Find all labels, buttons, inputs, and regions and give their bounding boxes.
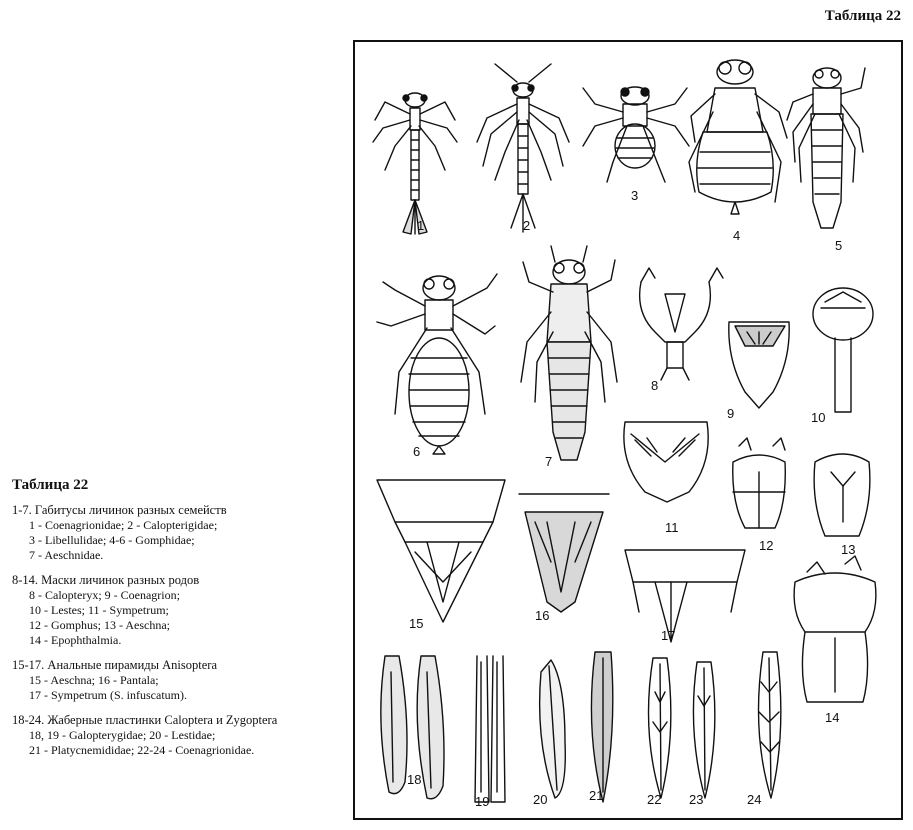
gill-plate-20 — [540, 660, 566, 798]
figure-number-21: 21 — [589, 788, 604, 803]
gill-plate-23 — [693, 662, 714, 798]
figure-legend — [12, 478, 352, 768]
legend-title: Таблица 22 — [12, 477, 89, 493]
page-title: Таблица 22 — [824, 8, 901, 24]
gill-plate-24 — [759, 652, 781, 798]
figure-number-15: 15 — [409, 616, 424, 631]
legend-group-habitus — [12, 503, 352, 563]
figure-number-22: 22 — [647, 792, 662, 807]
figure-number-5: 5 — [835, 238, 843, 253]
figure-number-18: 18 — [407, 772, 422, 787]
figure-number-20: 20 — [533, 792, 548, 807]
legend-group-heading: 15-17. Анальные пирамиды Anisoptera — [12, 658, 217, 672]
legend-line: 21 - Platycnemididae; 22-24 - Coenagrionidae. — [29, 743, 255, 757]
mask-11 — [624, 422, 708, 502]
figure-number-16: 16 — [535, 608, 550, 623]
figure-number-24: 24 — [747, 792, 762, 807]
legend-line: 7 - Aeschnidae. — [29, 548, 104, 562]
legend-group-anal-pyramids — [12, 658, 352, 703]
gill-plate-22 — [649, 658, 671, 798]
larva-habitus-1 — [373, 93, 457, 234]
figure-number-11: 11 — [665, 520, 679, 535]
legend-line: 17 - Sympetrum (S. infuscatum). — [29, 688, 187, 702]
figure-number-3: 3 — [631, 188, 639, 203]
larva-habitus-2 — [477, 64, 569, 232]
mask-8 — [640, 268, 723, 380]
larva-habitus-7 — [521, 246, 617, 460]
legend-group-masks — [12, 573, 352, 648]
figure-number-7: 7 — [545, 454, 553, 469]
figure-number-1: 1 — [417, 218, 425, 233]
figure-number-2: 2 — [523, 218, 531, 233]
figure-number-23: 23 — [689, 792, 704, 807]
gill-plate-21 — [591, 652, 612, 802]
larva-habitus-3 — [583, 87, 689, 182]
legend-group-gills — [12, 713, 352, 758]
figure-number-8: 8 — [651, 378, 659, 393]
mask-10 — [813, 288, 873, 412]
figure-number-19: 19 — [475, 794, 490, 809]
figure-number-9: 9 — [727, 406, 735, 421]
mask-12 — [733, 438, 786, 528]
figure-number-14: 14 — [825, 710, 840, 725]
legend-group-heading: 8-14. Маски личинок разных родов — [12, 573, 200, 587]
legend-group-heading: 1-7. Габитусы личинок разных семейств — [12, 503, 227, 517]
figure-number-13: 13 — [841, 542, 856, 557]
mask-14 — [794, 556, 876, 702]
anal-pyramid-17 — [625, 550, 745, 642]
mask-13 — [814, 454, 870, 536]
figure-number-12: 12 — [759, 538, 774, 553]
plate-drawings — [355, 42, 901, 818]
larva-habitus-5 — [787, 68, 865, 228]
legend-line: 14 - Epophthalmia. — [29, 633, 122, 647]
legend-line: 10 - Lestes; 11 - Sympetrum; — [29, 603, 169, 617]
illustration-plate — [353, 40, 903, 820]
legend-line: 12 - Gomphus; 13 - Aeschna; — [29, 618, 170, 632]
legend-line: 1 - Coenagrionidae; 2 - Calopterigidae; — [29, 518, 218, 532]
anal-pyramid-15 — [377, 480, 505, 622]
mask-9 — [729, 322, 789, 408]
legend-group-heading: 18-24. Жаберные пластинки Caloptera и Zygoptera — [12, 713, 278, 727]
figure-number-17: 17 — [661, 628, 676, 643]
legend-line: 3 - Libellulidae; 4-6 - Gomphidae; — [29, 533, 195, 547]
legend-line: 18, 19 - Galopterygidae; 20 - Lestidae; — [29, 728, 216, 742]
legend-line: 8 - Calopteryx; 9 - Coenagrion; — [29, 588, 180, 602]
larva-habitus-6 — [377, 274, 497, 454]
legend-line: 15 - Aeschna; 16 - Pantala; — [29, 673, 159, 687]
figure-number-6: 6 — [413, 444, 421, 459]
figure-number-10: 10 — [811, 410, 826, 425]
anal-pyramid-16 — [519, 494, 609, 612]
figure-number-4: 4 — [733, 228, 741, 243]
larva-habitus-4 — [689, 60, 787, 214]
gill-plate-19 — [475, 656, 505, 802]
